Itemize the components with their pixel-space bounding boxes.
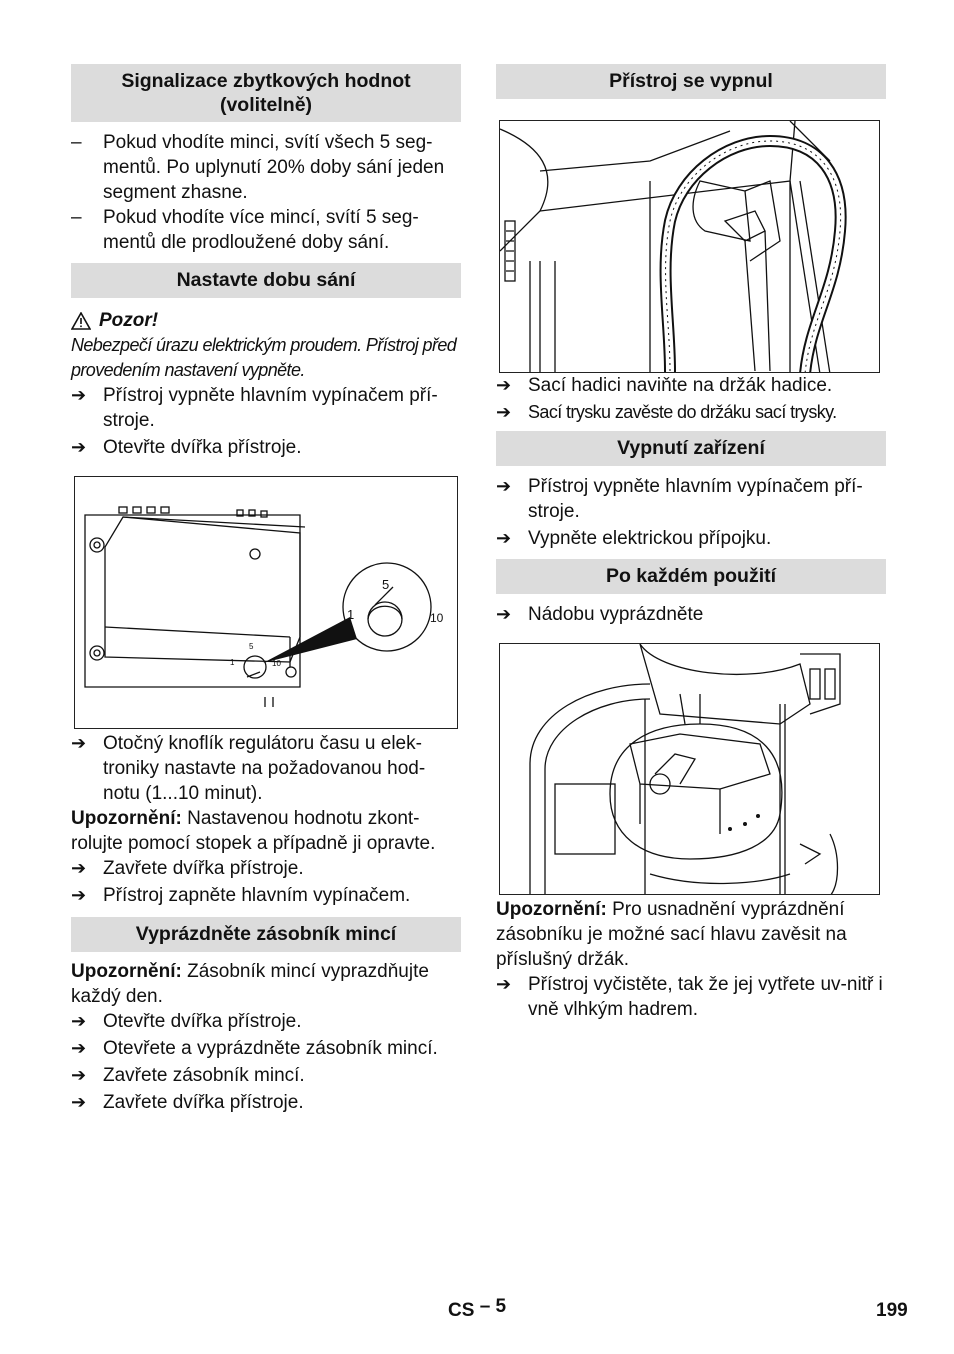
instruction-step: ➔ Vypněte elektrickou přípojku. — [496, 528, 772, 549]
right-arrow-icon: ➔ — [496, 476, 512, 496]
instruction-step: ➔ Zavřete dvířka přístroje. — [71, 1092, 304, 1113]
hose-drawing — [500, 121, 880, 373]
dial-small-label: 1 — [230, 658, 235, 667]
section-heading-empty-coin-box: Vyprázdněte zásobník mincí — [71, 917, 461, 952]
instruction-step: ➔ Sací trysku zavěste do držáku sací trysky. — [496, 400, 886, 425]
left-column — [71, 64, 461, 1115]
note-paragraph: Upozornění: Zásobník mincí vyprazdňujte každý den. — [71, 961, 429, 1007]
right-arrow-icon: ➔ — [496, 528, 512, 548]
dash-marker: – — [71, 207, 82, 228]
dial-large-label: 1 — [347, 607, 355, 622]
note-paragraph: Upozornění: Nastavenou hodnotu zkont-rolujte pomocí stopek a případně ji opravte. — [71, 808, 436, 854]
right-arrow-icon: ➔ — [71, 1011, 87, 1031]
list-item: – Pokud vhodíte minci, svítí všech 5 seg-mentů. Po uplynutí 20% doby sání jeden segment zhasne. — [71, 132, 445, 203]
control-box-drawing — [75, 477, 458, 729]
container-emptying-illustration — [499, 643, 880, 895]
right-arrow-icon: ➔ — [71, 885, 87, 905]
dial-small-label: 10 — [272, 659, 281, 668]
right-arrow-icon: ➔ — [496, 604, 512, 624]
note-paragraph: Upozornění: Pro usnadnění vyprázdnění zásobníku je možné sací hlavu zavěsit na příslušný držák. — [496, 899, 847, 970]
instruction-step: ➔ Sací hadici naviňte na držák hadice. — [496, 375, 833, 396]
section-heading-set-suction-time: Nastavte dobu sání — [71, 263, 461, 298]
instruction-step: ➔ Otevřete a vyprázdněte zásobník mincí. — [71, 1038, 438, 1059]
section-heading-device-switched-off: Přístroj se vypnul — [496, 64, 886, 99]
right-arrow-icon: ➔ — [71, 1038, 87, 1058]
instruction-step: ➔ Otevřte dvířka přístroje. — [71, 1011, 302, 1032]
instruction-step: ➔ Zavřete zásobník mincí. — [71, 1065, 305, 1086]
instruction-step: ➔ Přístroj zapněte hlavním vypínačem. — [71, 885, 411, 906]
dial-large-label: 5 — [382, 577, 390, 592]
section-heading-after-each-use: Po každém použití — [496, 559, 886, 594]
instruction-step: ➔ Přístroj vypněte hlavním vypínačem pří-stroje. — [496, 476, 863, 522]
right-arrow-icon: ➔ — [71, 1092, 87, 1112]
dial-large-label: 10 — [430, 611, 444, 625]
instruction-step: ➔ Otočný knoflík regulátoru času u elek-troniky nastavte na požadovanou hod-notu (1...10 minut). — [71, 733, 426, 804]
warning-triangle-icon — [71, 312, 91, 330]
container-drawing — [500, 644, 880, 895]
section-heading-residual-values: Signalizace zbytkových hodnot (volitelně) — [71, 64, 461, 122]
dash-marker: – — [71, 132, 82, 153]
right-arrow-icon: ➔ — [71, 1065, 87, 1085]
dial-small-label: 5 — [249, 642, 254, 651]
instruction-step: ➔ Zavřete dvířka přístroje. — [71, 858, 304, 879]
hose-holder-illustration — [499, 120, 880, 373]
instruction-step: ➔ Nádobu vyprázdněte — [496, 604, 704, 625]
instruction-step: ➔ Přístroj vyčistěte, tak že jej vytřete uv-nitř i vně vlhkým hadrem. — [496, 974, 883, 1020]
right-arrow-icon: ➔ — [71, 437, 87, 457]
list-item: – Pokud vhodíte více mincí, svítí 5 seg-mentů dle prodloužené doby sání. — [71, 207, 419, 253]
warning-text: Nebezpečí úrazu elektrickým proudem. Přístroj před provedením nastavení vypněte. — [71, 335, 457, 380]
right-arrow-icon: ➔ — [71, 385, 87, 405]
right-arrow-icon: ➔ — [71, 858, 87, 878]
footer-language-section: CS – 5 — [448, 1296, 507, 1321]
right-arrow-icon: ➔ — [496, 402, 511, 422]
right-arrow-icon: ➔ — [496, 375, 512, 395]
timer-knob-illustration — [74, 476, 458, 729]
right-arrow-icon: ➔ — [71, 733, 87, 753]
page-number: 199 — [876, 1300, 908, 1321]
instruction-step: ➔ Přístroj vypněte hlavním vypínačem pří-stroje. — [71, 385, 438, 431]
warning-label: Pozor! — [71, 308, 461, 333]
right-column — [496, 64, 886, 1022]
instruction-step: ➔ Otevřte dvířka přístroje. — [71, 437, 302, 458]
right-arrow-icon: ➔ — [496, 974, 512, 994]
section-heading-switch-off-device: Vypnutí zařízení — [496, 431, 886, 466]
